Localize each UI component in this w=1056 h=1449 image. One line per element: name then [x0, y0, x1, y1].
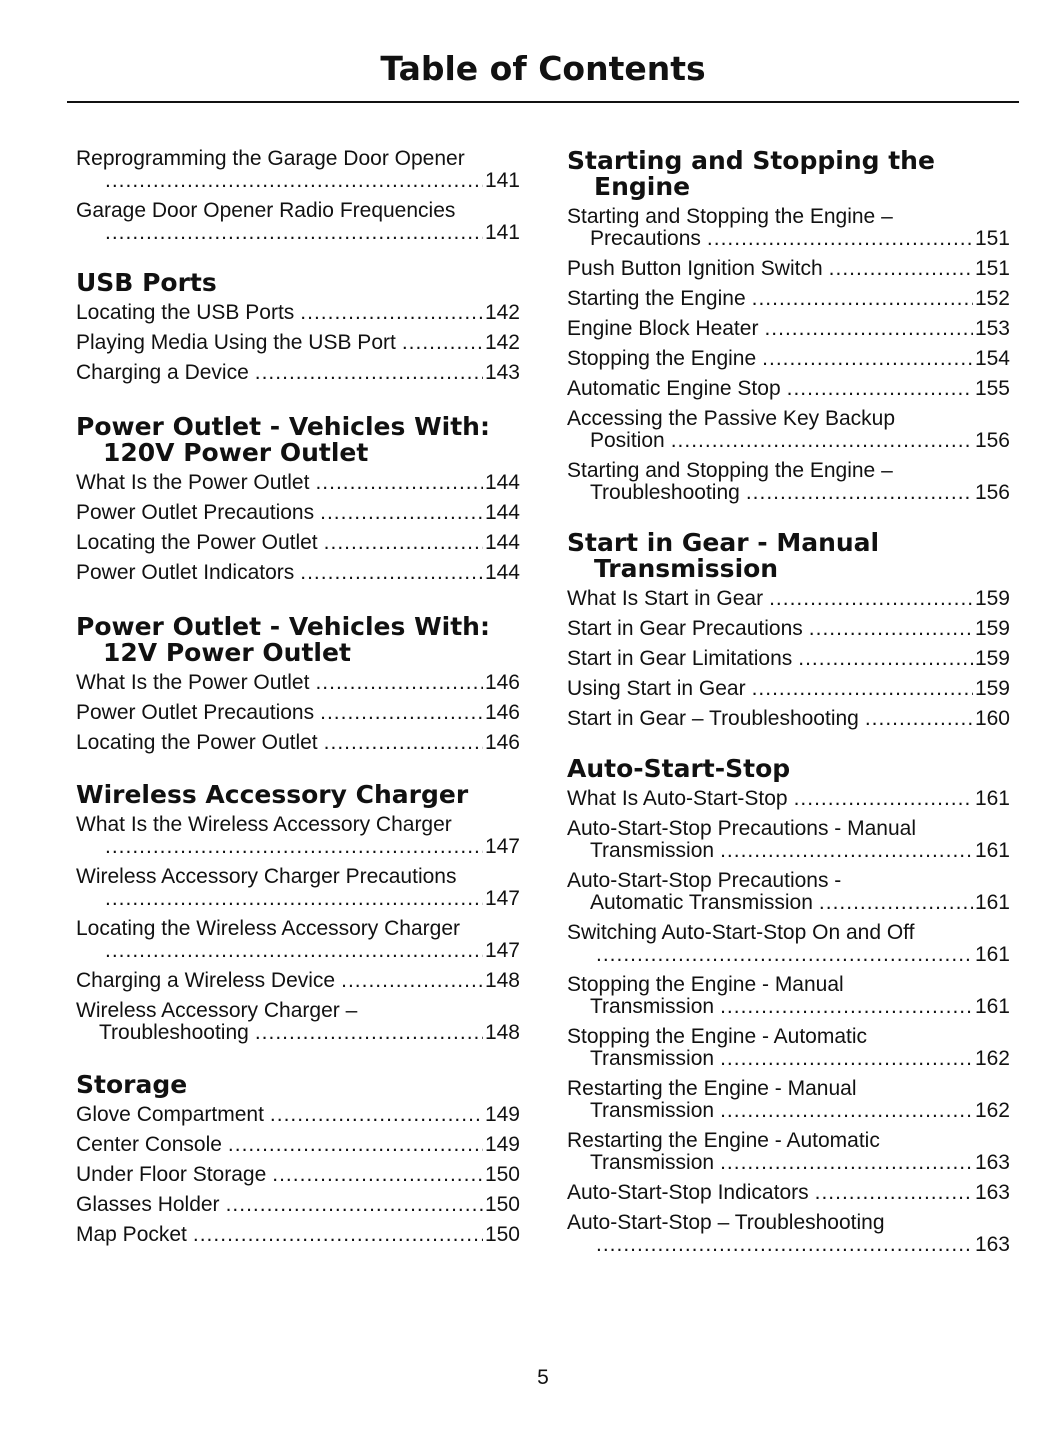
entry-title: Restarting the Engine - Manual: [567, 1077, 857, 1100]
toc-section-wireless-accessory-charger: [76, 782, 520, 1044]
entry-title: Engine Block Heater: [567, 317, 759, 340]
dot-leader: [105, 222, 483, 244]
dot-leader: [105, 836, 483, 858]
dot-leader: [226, 1194, 483, 1216]
dot-leader: [402, 332, 483, 354]
toc-entry[interactable]: [567, 870, 1010, 914]
dot-leader: [324, 732, 483, 754]
toc-entry[interactable]: [76, 1194, 520, 1216]
dot-leader: [105, 888, 483, 910]
entry-page-number: 152: [974, 287, 1010, 310]
toc-entry[interactable]: [567, 788, 1010, 810]
entry-page-number: 149: [484, 1133, 520, 1156]
dot-leader: [596, 944, 973, 966]
entry-page-number: 147: [484, 835, 520, 858]
entry-page-number: 149: [484, 1103, 520, 1126]
dot-leader: [787, 378, 973, 400]
entry-title: Transmission: [590, 1099, 715, 1122]
entry-title: Power Outlet Indicators: [76, 561, 295, 584]
toc-section-auto-start-stop: [567, 756, 1010, 1256]
toc-entry[interactable]: [76, 918, 520, 962]
toc-entry[interactable]: [76, 866, 520, 910]
toc-entry[interactable]: [76, 970, 520, 992]
entry-title: Transmission: [590, 995, 715, 1018]
toc-entry[interactable]: [76, 472, 520, 494]
entry-page-number: 154: [974, 347, 1010, 370]
entry-page-number: 147: [484, 939, 520, 962]
entry-page-number: 155: [974, 377, 1010, 400]
entry-page-number: 163: [974, 1151, 1010, 1174]
toc-entry[interactable]: [567, 1182, 1010, 1204]
dot-leader: [746, 482, 973, 504]
dot-leader: [794, 788, 973, 810]
entry-page-number: 144: [484, 561, 520, 584]
toc-entry[interactable]: [76, 1134, 520, 1156]
toc-entry[interactable]: [76, 302, 520, 324]
entry-page-number: 147: [484, 887, 520, 910]
entry-title: Locating the Wireless Accessory Charger: [76, 917, 460, 940]
dot-leader: [762, 348, 973, 370]
toc-entry[interactable]: [76, 562, 520, 584]
section-heading: Power Outlet - Vehicles With: 120V Power Outlet: [76, 412, 490, 467]
toc-entry[interactable]: [567, 318, 1010, 340]
entry-title: Locating the USB Ports: [76, 301, 295, 324]
toc-entry[interactable]: [76, 502, 520, 524]
entry-page-number: 146: [484, 701, 520, 724]
entry-title: Troubleshooting: [590, 481, 740, 504]
dot-leader: [720, 1100, 973, 1122]
entry-page-number: 161: [974, 787, 1010, 810]
dot-leader: [865, 708, 973, 730]
dot-leader: [228, 1134, 483, 1156]
toc-entry[interactable]: [567, 258, 1010, 280]
entry-title: What Is the Power Outlet: [76, 671, 310, 694]
toc-left-column: [76, 148, 520, 1254]
dot-leader: [105, 170, 483, 192]
entry-page-number: 144: [484, 531, 520, 554]
toc-entry[interactable]: [76, 1224, 520, 1246]
entry-page-number: 153: [974, 317, 1010, 340]
entry-page-number: 161: [974, 943, 1010, 966]
toc-entry[interactable]: [567, 678, 1010, 700]
entry-title: Stopping the Engine: [567, 347, 757, 370]
toc-entry[interactable]: [567, 708, 1010, 730]
entry-title: Charging a Device: [76, 361, 249, 384]
section-heading: Storage: [76, 1070, 188, 1099]
section-heading: Auto-Start-Stop: [567, 754, 791, 783]
entry-page-number: 142: [484, 301, 520, 324]
entry-page-number: 146: [484, 731, 520, 754]
entry-title: Start in Gear – Troubleshooting: [567, 707, 859, 730]
dot-leader: [809, 618, 973, 640]
toc-entry[interactable]: [76, 1000, 520, 1044]
entry-title: Start in Gear Limitations: [567, 647, 793, 670]
entry-title: Starting and Stopping the Engine –: [567, 459, 893, 482]
entry-title: Stopping the Engine - Automatic: [567, 1025, 868, 1048]
entry-title: Glasses Holder: [76, 1193, 220, 1216]
dot-leader: [764, 318, 973, 340]
entry-page-number: 163: [974, 1233, 1010, 1256]
dot-leader: [270, 1104, 483, 1126]
entry-page-number: 162: [974, 1099, 1010, 1122]
entry-title: What Is Auto-Start-Stop: [567, 787, 788, 810]
entry-title: Wireless Accessory Charger –: [76, 999, 358, 1022]
entry-title: Charging a Wireless Device: [76, 969, 336, 992]
entry-title: What Is the Wireless Accessory Charger: [76, 813, 452, 836]
dot-leader: [300, 302, 483, 324]
dot-leader: [720, 840, 973, 862]
section-heading: Power Outlet - Vehicles With: 12V Power Outlet: [76, 612, 490, 667]
entry-title: Auto-Start-Stop Indicators: [567, 1181, 809, 1204]
toc-entry[interactable]: [76, 702, 520, 724]
dot-leader: [300, 562, 483, 584]
dot-leader: [193, 1224, 483, 1246]
entry-page-number: 151: [974, 257, 1010, 280]
page-number: 5: [537, 1366, 549, 1389]
toc-entry[interactable]: [567, 1026, 1010, 1070]
entry-title: Auto-Start-Stop – Troubleshooting: [567, 1211, 885, 1234]
entry-page-number: 143: [484, 361, 520, 384]
entry-title: Under Floor Storage: [76, 1163, 267, 1186]
entry-page-number: 159: [974, 647, 1010, 670]
dot-leader: [671, 430, 973, 452]
entry-title: Locating the Power Outlet: [76, 731, 318, 754]
entry-title: Wireless Accessory Charger Precautions: [76, 865, 457, 888]
entry-title: Playing Media Using the USB Port: [76, 331, 396, 354]
toc-entry[interactable]: [76, 148, 520, 192]
entry-page-number: 141: [484, 169, 520, 192]
section-heading: Starting and Stopping the Engine: [567, 146, 935, 201]
dot-leader: [815, 1182, 973, 1204]
toc-entry[interactable]: [567, 206, 1010, 250]
entry-page-number: 161: [974, 995, 1010, 1018]
entry-title: Transmission: [590, 1047, 715, 1070]
dot-leader: [255, 362, 483, 384]
dot-leader: [105, 940, 483, 962]
entry-title: What Is the Power Outlet: [76, 471, 310, 494]
entry-page-number: 161: [974, 839, 1010, 862]
dot-leader: [769, 588, 973, 610]
toc-section-power-outlet-vehicles-with-120v-power-outlet: [76, 414, 520, 584]
toc-section-power-outlet-vehicles-with-12v-power-outlet: [76, 614, 520, 754]
dot-leader: [324, 532, 483, 554]
entry-title: Starting and Stopping the Engine –: [567, 205, 893, 228]
entry-page-number: 159: [974, 617, 1010, 640]
entry-page-number: 142: [484, 331, 520, 354]
dot-leader: [341, 970, 483, 992]
entry-title: Transmission: [590, 839, 715, 862]
dot-leader: [255, 1022, 483, 1044]
entry-page-number: 163: [974, 1181, 1010, 1204]
entry-page-number: 146: [484, 671, 520, 694]
entry-page-number: 160: [974, 707, 1010, 730]
entry-page-number: 141: [484, 221, 520, 244]
dot-leader: [707, 228, 973, 250]
page-title: Table of Contents: [380, 49, 706, 88]
entry-title: Using Start in Gear: [567, 677, 746, 700]
entry-title: Push Button Ignition Switch: [567, 257, 823, 280]
entry-page-number: 148: [484, 1021, 520, 1044]
section-heading: Start in Gear - Manual Transmission: [567, 528, 880, 583]
toc-entry[interactable]: [76, 362, 520, 384]
entry-title: Switching Auto-Start-Stop On and Off: [567, 921, 915, 944]
toc-entry[interactable]: [567, 460, 1010, 504]
entry-page-number: 156: [974, 481, 1010, 504]
entry-page-number: 144: [484, 471, 520, 494]
entry-title: Reprogramming the Garage Door Opener: [76, 147, 465, 170]
title-divider: [67, 101, 1019, 103]
section-heading: USB Ports: [76, 268, 217, 297]
dot-leader: [798, 648, 973, 670]
entry-title: Power Outlet Precautions: [76, 701, 315, 724]
toc-entry[interactable]: [76, 814, 520, 858]
entry-title: Garage Door Opener Radio Frequencies: [76, 199, 456, 222]
toc-entry[interactable]: [76, 1164, 520, 1186]
dot-leader: [720, 1152, 973, 1174]
entry-title: Troubleshooting: [99, 1021, 249, 1044]
entry-page-number: 159: [974, 677, 1010, 700]
entry-title: Automatic Transmission: [590, 891, 813, 914]
toc-entry[interactable]: [567, 648, 1010, 670]
toc-entry[interactable]: [76, 332, 520, 354]
entry-title: Starting the Engine: [567, 287, 746, 310]
toc-entry[interactable]: [76, 200, 520, 244]
toc-entry[interactable]: [567, 1212, 1010, 1256]
toc-entry[interactable]: [567, 922, 1010, 966]
dot-leader: [720, 996, 973, 1018]
entry-page-number: 156: [974, 429, 1010, 452]
entry-page-number: 150: [484, 1223, 520, 1246]
dot-leader: [320, 702, 483, 724]
toc-entry[interactable]: [76, 732, 520, 754]
dot-leader: [752, 288, 973, 310]
entry-page-number: 151: [974, 227, 1010, 250]
entry-title: Restarting the Engine - Automatic: [567, 1129, 880, 1152]
dot-leader: [272, 1164, 483, 1186]
toc-section: [76, 148, 520, 244]
entry-page-number: 144: [484, 501, 520, 524]
entry-title: Position: [590, 429, 665, 452]
toc-entry[interactable]: [76, 532, 520, 554]
toc-section-storage: [76, 1072, 520, 1246]
dot-leader: [320, 502, 483, 524]
entry-title: Locating the Power Outlet: [76, 531, 318, 554]
entry-title: Auto-Start-Stop Precautions -: [567, 869, 842, 892]
entry-title: Start in Gear Precautions: [567, 617, 803, 640]
dot-leader: [315, 672, 483, 694]
toc-entry[interactable]: [567, 288, 1010, 310]
entry-title: Auto-Start-Stop Precautions - Manual: [567, 817, 917, 840]
entry-title: Center Console: [76, 1133, 222, 1156]
toc-entry[interactable]: [76, 1104, 520, 1126]
toc-entry[interactable]: [567, 588, 1010, 610]
entry-page-number: 161: [974, 891, 1010, 914]
entry-page-number: 159: [974, 587, 1010, 610]
dot-leader: [720, 1048, 973, 1070]
entry-title: Stopping the Engine - Manual: [567, 973, 844, 996]
dot-leader: [596, 1234, 973, 1256]
section-heading: Wireless Accessory Charger: [76, 780, 469, 809]
entry-title: Glove Compartment: [76, 1103, 264, 1126]
entry-title: Transmission: [590, 1151, 715, 1174]
dot-leader: [829, 258, 973, 280]
entry-title: Power Outlet Precautions: [76, 501, 315, 524]
toc-entry[interactable]: [567, 348, 1010, 370]
toc-entry[interactable]: [567, 818, 1010, 862]
entry-page-number: 148: [484, 969, 520, 992]
entry-title: What Is Start in Gear: [567, 587, 764, 610]
dot-leader: [315, 472, 483, 494]
toc-right-column: [567, 148, 1010, 1264]
dot-leader: [752, 678, 973, 700]
dot-leader: [819, 892, 973, 914]
entry-page-number: 162: [974, 1047, 1010, 1070]
toc-entry[interactable]: [567, 618, 1010, 640]
entry-title: Precautions: [590, 227, 701, 250]
entry-title: Map Pocket: [76, 1223, 187, 1246]
entry-title: Automatic Engine Stop: [567, 377, 781, 400]
entry-title: Accessing the Passive Key Backup: [567, 407, 896, 430]
entry-page-number: 150: [484, 1193, 520, 1216]
toc-entry[interactable]: [567, 1078, 1010, 1122]
toc-entry[interactable]: [567, 408, 1010, 452]
toc-section-starting-and-stopping-the-engine: [567, 148, 1010, 504]
toc-section-usb-ports: [76, 270, 520, 384]
entry-page-number: 150: [484, 1163, 520, 1186]
toc-entry[interactable]: [567, 378, 1010, 400]
toc-entry[interactable]: [76, 672, 520, 694]
toc-entry[interactable]: [567, 1130, 1010, 1174]
toc-section-start-in-gear-manual-transmission: [567, 530, 1010, 730]
toc-entry[interactable]: [567, 974, 1010, 1018]
